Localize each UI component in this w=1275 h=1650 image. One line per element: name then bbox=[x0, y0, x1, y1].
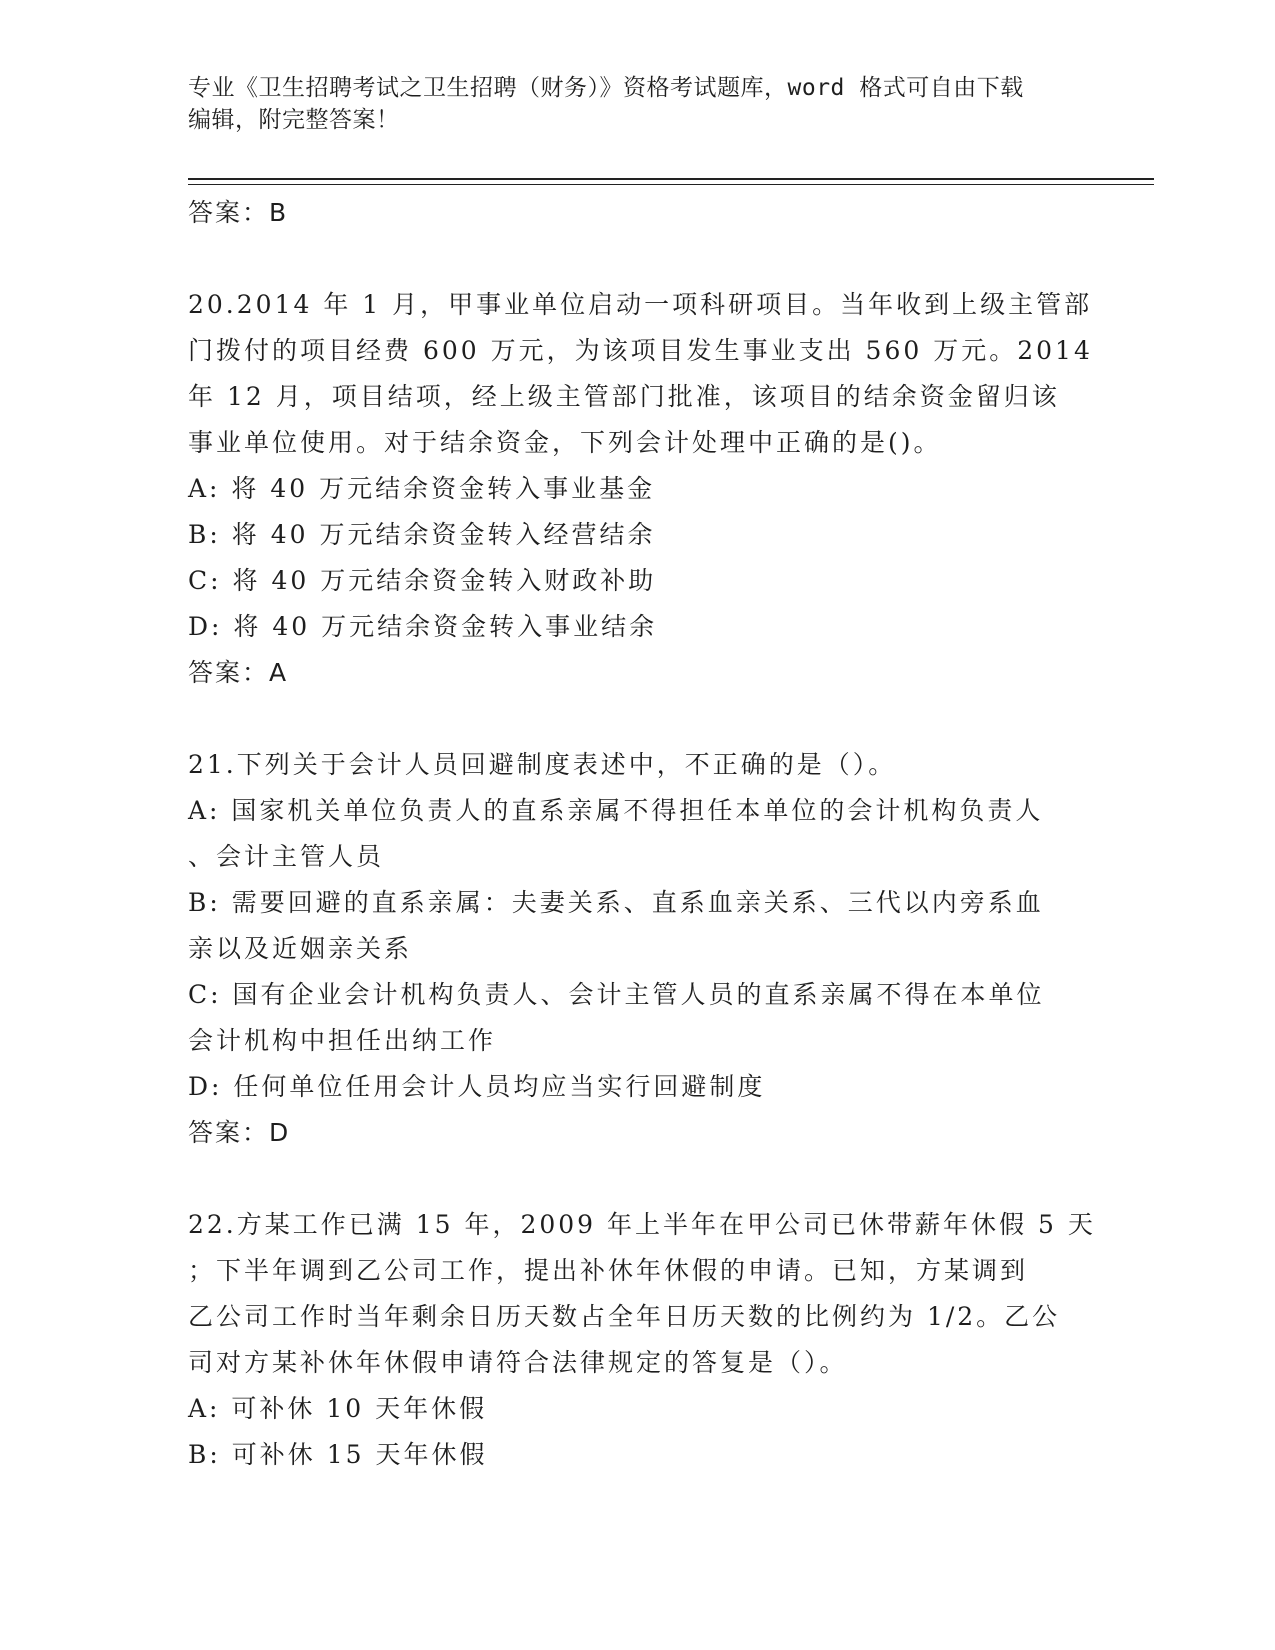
header-rule-thick bbox=[188, 178, 1154, 180]
question-20-line: 门拨付的项目经费 600 万元，为该项目发生事业支出 560 万元。2014 bbox=[188, 336, 1093, 365]
question-20 bbox=[188, 282, 1093, 696]
spacer bbox=[188, 236, 1088, 282]
question-21-line: 21.下列关于会计人员回避制度表述中，不正确的是（）。 bbox=[188, 750, 897, 779]
question-20-option-b: B: 将 40 万元结余资金转入经营结余 bbox=[188, 520, 656, 549]
question-22 bbox=[188, 1202, 1096, 1478]
question-21-option-c-cont: 会计机构中担任出纳工作 bbox=[188, 1026, 497, 1055]
question-21-option-b-cont: 亲以及近姻亲关系 bbox=[188, 934, 413, 963]
question-21-option-d: D: 任何单位任用会计人员均应当实行回避制度 bbox=[188, 1072, 766, 1101]
header-line-1: 专业《卫生招聘考试之卫生招聘（财务）》资格考试题库，word 格式可自由下载 bbox=[188, 75, 1024, 101]
question-21 bbox=[188, 742, 1088, 1156]
question-22-option-b: B: 可补休 15 天年休假 bbox=[188, 1440, 488, 1469]
question-21-option-c: C: 国有企业会计机构负责人、会计主管人员的直系亲属不得在本单位 bbox=[188, 980, 1045, 1009]
question-22-option-a: A: 可补休 10 天年休假 bbox=[188, 1394, 488, 1423]
question-20-option-d: D: 将 40 万元结余资金转入事业结余 bbox=[188, 612, 658, 641]
question-20-line: 事业单位使用。对于结余资金，下列会计处理中正确的是()。 bbox=[188, 428, 942, 457]
question-22-line: ；下半年调到乙公司工作，提出补休年休假的申请。已知，方某调到 bbox=[188, 1256, 1029, 1285]
header-rule-thin bbox=[188, 184, 1154, 185]
answer-prev: 答案：B bbox=[188, 198, 289, 227]
spacer bbox=[188, 696, 1088, 742]
question-21-option-a-cont: 、会计主管人员 bbox=[188, 842, 385, 871]
question-20-option-c: C: 将 40 万元结余资金转入财政补助 bbox=[188, 566, 657, 595]
question-22-line: 乙公司工作时当年剩余日历天数占全年日历天数的比例约为 1/2。乙公 bbox=[188, 1302, 1061, 1331]
question-21-option-b: B: 需要回避的直系亲属：夫妻关系、直系血亲关系、三代以内旁系血 bbox=[188, 888, 1044, 917]
question-20-line: 20.2014 年 1 月，甲事业单位启动一项科研项目。当年收到上级主管部 bbox=[188, 290, 1093, 319]
spacer bbox=[188, 1156, 1088, 1202]
question-content bbox=[188, 190, 1096, 1478]
question-21-answer: 答案：D bbox=[188, 1118, 291, 1147]
question-20-option-a: A: 将 40 万元结余资金转入事业基金 bbox=[188, 474, 656, 503]
question-22-line: 司对方某补休年休假申请符合法律规定的答复是（）。 bbox=[188, 1348, 848, 1377]
question-20-answer: 答案：A bbox=[188, 658, 289, 687]
question-21-option-a: A: 国家机关单位负责人的直系亲属不得担任本单位的会计机构负责人 bbox=[188, 796, 1044, 825]
page-header bbox=[188, 72, 1088, 136]
header-line-2: 编辑，附完整答案！ bbox=[188, 107, 400, 133]
question-20-line: 年 12 月，项目结项，经上级主管部门批准，该项目的结余资金留归该 bbox=[188, 382, 1060, 411]
question-22-line: 22.方某工作已满 15 年，2009 年上半年在甲公司已休带薪年休假 5 天 bbox=[188, 1210, 1096, 1239]
